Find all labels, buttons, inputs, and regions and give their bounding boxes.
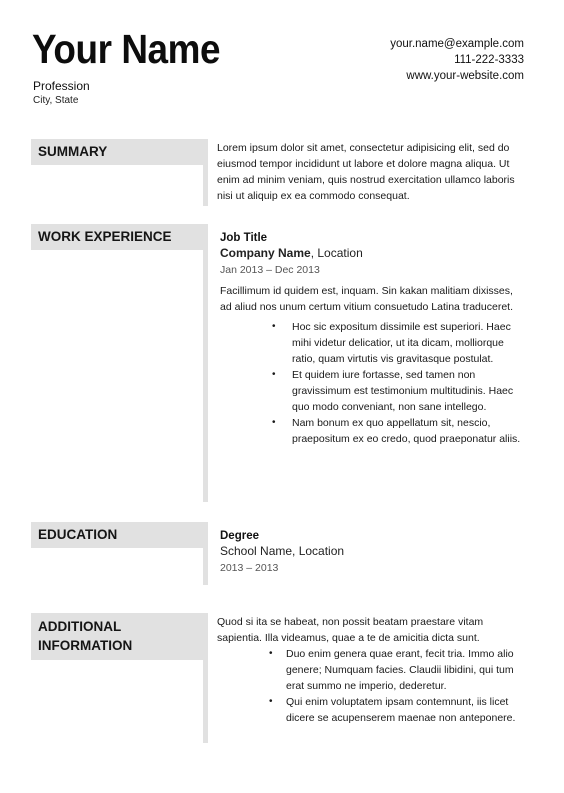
- job-description: Facillimum id quidem est, inquam. Sin kakan malitiam dixisses, ad aliud nos unum certum vitium consuetudo Latina traduceret.: [220, 285, 514, 313]
- resume-name: Your Name: [32, 26, 221, 72]
- work-entry: [220, 230, 526, 447]
- profession: Profession: [33, 79, 90, 93]
- job-bullets: [220, 319, 526, 447]
- work-side-bar: [203, 224, 208, 502]
- additional-info: [217, 614, 529, 726]
- email: your.name@example.com: [390, 38, 524, 50]
- company-line: [220, 246, 526, 261]
- company-name: Company Name: [220, 246, 311, 260]
- additional-heading-line-1: ADDITIONAL: [38, 619, 122, 634]
- education-entry: [220, 528, 530, 577]
- education-heading: EDUCATION: [31, 522, 207, 548]
- summary-heading: SUMMARY: [31, 139, 207, 165]
- additional-text: Quod si ita se habeat, non possit beatam praestare vitam sapientia. Illa videamus, quae a te de amicitia dicta sunt.: [217, 616, 484, 644]
- company-location: , Location: [310, 246, 363, 260]
- education-side-bar: [203, 522, 208, 585]
- list-item: • Et quidem iure fortasse, sed tamen non gravissimum est testimonium multitudinis. Haec quo modo conveniant, non sane intellego.: [220, 367, 526, 415]
- list-item: • Hoc sic expositum dissimile est superiori. Haec mihi videtur delicatior, ut ita dicam, molliorque ratio, quam virtutis vis gravitasque postulat.: [220, 319, 526, 367]
- website: www.your-website.com: [406, 70, 524, 82]
- job-dates: Jan 2013 – Dec 2013: [220, 264, 320, 276]
- contact-block: [390, 36, 524, 84]
- list-item: • Qui enim voluptatem ipsam contemnunt, iis licet dicere se acupenserem maenae non anteponere.: [217, 694, 529, 726]
- list-item: • Nam bonum ex quo appellatum sit, nescio, praepositum ex eo credo, quod praeponatur aliis.: [220, 415, 526, 447]
- work-experience-heading: WORK EXPERIENCE: [31, 224, 207, 250]
- additional-heading-line-2: INFORMATION: [38, 638, 133, 653]
- city-state: City, State: [33, 95, 79, 106]
- list-item: • Duo enim genera quae erant, fecit tria. Immo alio genere; Numquam facies. Claudii libidini, qui tum erat summo ne imperio, dederetur.: [217, 646, 529, 694]
- degree: Degree: [220, 530, 259, 542]
- additional-info-heading: [31, 613, 207, 660]
- summary-text: Lorem ipsum dolor sit amet, consectetur adipisicing elit, sed do eiusmod tempor incididunt ut labore et dolore magna aliqua. Ut enim ad minim veniam, quis nostrud exercitation ullamco laboris nisi ut aliquip ex ea commodo consequat.: [217, 142, 515, 202]
- phone: 111-222-3333: [454, 54, 524, 66]
- additional-side-bar: [203, 613, 208, 743]
- additional-bullets: [217, 646, 529, 726]
- education-dates: 2013 – 2013: [220, 562, 279, 574]
- summary-side-bar: [203, 139, 208, 206]
- school-line: School Name, Location: [220, 544, 345, 558]
- job-title: Job Title: [220, 232, 268, 244]
